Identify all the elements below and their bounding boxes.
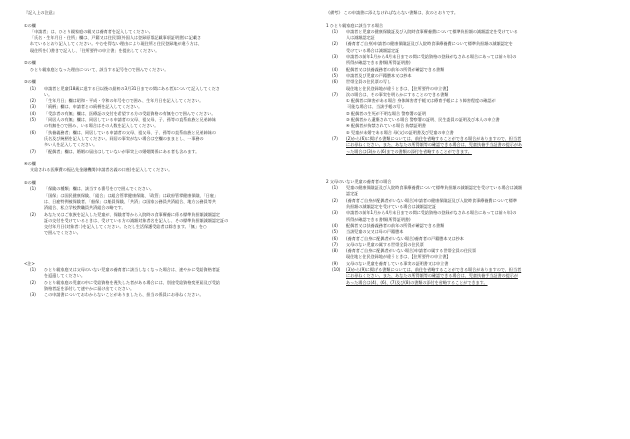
- item-text: (養育者ご自身が配偶者がいない場合)申請者の健康保険証及び入院時食事療養費について標準: [346, 197, 517, 203]
- item-text: 可能な場合は、当該手帳の写し: [346, 104, 405, 110]
- section-5-items: [24, 186, 314, 236]
- item-text: 当該児童の父又は母の戸籍謄本: [346, 229, 404, 235]
- item-text: 交付年月日(対象者: )を記入してください。ただし生活保護受給者は除きます。「無」を○: [44, 224, 207, 230]
- item-text: 「扶養義務者」欄は、同居している申請者の父母、祖父母、子、孫等の直系血族と兄弟姉妹の: [44, 129, 216, 135]
- item-text: 父母のない児童を養育している事実の証明書又は申立書: [346, 260, 449, 266]
- item-text: 証の交付を受けているときは、受けている方の減額対象者名を記入し、その標準負担額減額認定証の: [44, 217, 229, 223]
- item-number: (2): [30, 98, 36, 104]
- item-number: (6): [332, 235, 338, 241]
- item-text: 負担額の減額認定を受けている場合は減額認定証: [346, 204, 437, 210]
- item-number: (5): [30, 117, 36, 123]
- item-number: (7): [332, 91, 338, 97]
- item-text: 人は減額認定証: [346, 35, 375, 41]
- item-text: (養育者ご自身)申請者の健康保険証及び入院時食事療養費について標準負担額の減額認定を: [346, 41, 513, 47]
- item-number: (6): [332, 79, 338, 85]
- item-text: 「国保」は国民健康保険、「組合」は組合管掌健康保険、「政管」は政府管掌健康保険、「日雇」: [44, 192, 218, 198]
- item-text: (養育者ご自身に配偶者がいない場合)養育者の戸籍謄本又は抄本: [346, 235, 464, 241]
- item-text: 「保険の種類」欄は、該当する番号を○で囲んでください。: [44, 186, 155, 192]
- item-number: (2): [30, 211, 36, 217]
- part-2-items: [326, 185, 618, 267]
- item-text: (2)から(6)に掲げる書類については、前住を省略することができる場合がありますので、担当者: [346, 135, 522, 141]
- item-number: (5): [332, 229, 338, 235]
- notes-heading: <注>: [24, 260, 35, 266]
- text-line: ひとり親家庭となった理由について、該当する記号を○で囲んでください。: [30, 66, 169, 72]
- item-number: (1): [30, 266, 36, 272]
- text-line: 支給される医療費の振込先金融機関(申請者名義の口座)を記入してください。: [30, 167, 173, 173]
- section-2-heading: ②の欄: [24, 60, 36, 66]
- item-text: 現住地と住民登録地が違うときは、【住所要件の申立書】: [346, 254, 451, 260]
- item-text: ④ 配偶者が拘禁されている場合 拘禁証明書: [346, 123, 426, 129]
- item-text: 所得が確認できる書類(所得証明書): [346, 60, 411, 66]
- item-text: 済組合、私立学校教職員共済組合の略です。: [44, 205, 126, 211]
- item-text: 児童の健康保険証及び入院時食事療養費について標準負担額の減額認定を受けている場合は減額: [346, 185, 522, 191]
- item-number: (4): [332, 222, 338, 228]
- item-number: (7): [30, 148, 36, 154]
- item-number: (10): [332, 266, 341, 272]
- item-number: (4): [30, 110, 36, 116]
- item-number: (2): [30, 279, 36, 285]
- text-line: 「氏名・生年月日・住所」欄は、戸籍又は住民票(外国人は登録原票記載事項証明書)に記載さ: [30, 35, 202, 41]
- item-number: (4): [332, 66, 338, 72]
- part-1-underlined-note: [326, 136, 618, 155]
- item-text: い。: [44, 91, 53, 97]
- item-text: (3)から(9)に掲げる書類については、前住を省略することができる場合がありますので、担当者: [346, 266, 522, 272]
- item-number: (2): [332, 41, 338, 47]
- item-text: で囲んでください。: [44, 230, 81, 236]
- text-line: 「申請者」は、ひとり親家庭の親又は養育者を記入してください。: [30, 28, 153, 34]
- part-2-heading: 2 父母のいない児童の養育者の場合: [326, 178, 392, 184]
- item-number: (7): [332, 241, 338, 247]
- item-text: この申請書についておわからないことがありましたら、担当の係員にお尋ねください。: [44, 292, 204, 298]
- item-line: [24, 292, 314, 298]
- item-text: 「続柄」欄は、申請者との続柄を記入してください。: [44, 104, 143, 110]
- section-1-heading: ①の欄: [24, 22, 36, 28]
- item-text: 所得が確認できる書類(所得証明書): [346, 216, 411, 222]
- item-text: 「配偶者」欄は、婚姻の届出はしていないが事実上の婚姻関係にある者も含みます。: [44, 148, 200, 154]
- item-text: 「生年月日」欄は昭和・平成・令和の年号を○で囲み、生年月日を記入してください。: [44, 98, 204, 104]
- item-text: を返還してください。: [44, 273, 85, 279]
- item-text: にお尋ねください。また、あなたの所得額等の確認できる場合は、児童扶養手当証書の提示があ: [346, 142, 523, 148]
- item-text: 世帯全員の住民票の写し: [346, 79, 392, 85]
- item-number: (8): [332, 248, 338, 254]
- item-number: (3): [332, 210, 338, 216]
- item-text: ひとり親家庭の児童の中に受給資格を喪失した者がある場合には、別途受給資格変更届及び受給: [44, 279, 221, 285]
- item-text: 「同居人の有無」欄は、同居している申請者の父母、祖父母、子、孫等の直系血族と兄弟姉妹: [44, 117, 216, 123]
- item-text: 申請者の前年1月から4月末日までの間に受給資格の登録がなされる場合にあっては前々年)の: [346, 210, 517, 216]
- remarks-intro: 《備考》 この申請書に添えなければならない書類は、次のとおりです。: [326, 10, 458, 15]
- section-3-heading: ③の欄: [24, 79, 36, 85]
- section-4-heading: ④の欄: [24, 161, 36, 167]
- item-number: (7): [332, 135, 338, 141]
- item-text: あなた又はご家族を記入した児童が、保険者等から入院時の食事療養に係る標準負担額減額認定: [44, 211, 221, 217]
- item-text: 父母のない児童の属する世帯全員の住民票: [346, 241, 424, 247]
- item-text: 多い人を記入してください。: [44, 142, 98, 148]
- text-line: れているとおり記入してください。やむを得ない理由により現住所と住民登録地が違う方は、: [30, 41, 202, 47]
- item-line: [326, 280, 618, 286]
- item-text: 次の場合は、その事実を明らかにすることのできる書類: [346, 91, 449, 97]
- item-text: 申請者と児童の健康保険証及び入院時食事療養費について標準負担額の減額認定を受けている: [346, 28, 518, 34]
- item-number: (9): [332, 260, 338, 266]
- item-text: 申請者の前年1月から4月末日までの間に受給資格の登録がなされる場合にあっては前々年)の: [346, 54, 517, 60]
- part-1-heading: 1 ひとり親家庭に該当する場合: [326, 22, 384, 28]
- item-text: 申請者及び児童の戸籍謄本又は抄本: [346, 72, 412, 78]
- item-text: ③ 配偶者から遺棄されている場合 警察署の証明、民生委員の証明及び本人の申立書: [346, 117, 500, 123]
- item-text: は、日雇特例被保険者、「船保」は船員保険、「共済」は国家公務員共済組合、地方公務員等共: [44, 198, 216, 204]
- item-number: (3): [332, 54, 338, 60]
- item-text: 認定証: [346, 191, 359, 197]
- item-text: (養育者ご自身に配偶者がいない場合)申請者の属する世帯全員の住民票: [346, 248, 477, 254]
- item-text: 配偶者又は扶養義務者の前年の所得が確認できる書類: [346, 66, 445, 72]
- item-text: にお尋ねください。また、あなたの所得額等の確認できる場合は、児童扶養手当証書の提示が: [346, 273, 518, 279]
- item-text: あった場合は(4)、(6)、(7)及び(8)の書類の添付を省略することができます。: [346, 279, 488, 285]
- instructions-title: 『記入上の注意』: [24, 10, 57, 15]
- item-number: (1): [332, 185, 338, 191]
- item-text: ひとり親家庭又は父母のいない児童の養育者に該当しなくなった場合は、速やかに受給資格者証: [44, 266, 221, 272]
- item-text: 「受診者の有無」欄は、医療証の交付を希望する方の受給資格の有無を○で囲んでください。: [44, 110, 216, 116]
- item-number: (2): [332, 197, 338, 203]
- item-text: ① 配偶者に障害がある場合 身体障害者手帳又は療育手帳により障害程度の確認が: [346, 98, 496, 104]
- item-text: った場合は(3)から(6)までの書類の添付を省略することができます。: [346, 148, 472, 154]
- item-number: (6): [30, 129, 36, 135]
- item-text: ② 配偶者の生死が不明な場合 警察署の証明: [346, 110, 426, 116]
- part-2-underlined-note: [326, 267, 618, 286]
- item-number: (3): [30, 292, 36, 298]
- section-3-items: [24, 86, 314, 155]
- remarks-column: [326, 10, 618, 286]
- item-text: 資格者証を添付して速やかに届け出てください。: [44, 285, 135, 291]
- part-1-items: [326, 29, 618, 136]
- item-number: (5): [332, 72, 338, 78]
- instructions-column: [24, 10, 314, 298]
- item-number: (1): [332, 28, 338, 34]
- item-number: (3): [30, 104, 36, 110]
- item-text: ⑤ 児童が未婚である場合 母(父)の証明書及び児童の申立書: [346, 129, 454, 135]
- item-text: 配偶者又は扶養義務者の前年の所得が確認できる書類: [346, 222, 445, 228]
- item-number: (1): [30, 186, 36, 192]
- section-5-heading: ⑤の欄: [24, 180, 36, 186]
- item-text: 申請者と児童(18歳に達する日以後の最初の3月31日までの間にある者)について記入してくださ: [44, 85, 220, 91]
- item-text: の有無を○で囲み、いる場合はその人数を記入してください。: [44, 123, 159, 129]
- item-number: (1): [30, 85, 36, 91]
- text-line: 現住所を( )書きで記入し、「住所要件の申立書」を提出してください。: [30, 47, 160, 53]
- section-1-body: [24, 29, 314, 54]
- item-text: 氏名及び統柄を記入してください。同居の事実がない場合は空欄のままとし、一事務の: [44, 135, 204, 141]
- item-text: 現住地と住民登録地が違うときは、【住所要件の申立書】: [346, 85, 451, 91]
- item-text: 受けている場合は減額認定証: [346, 47, 400, 53]
- notes-items: [24, 267, 314, 298]
